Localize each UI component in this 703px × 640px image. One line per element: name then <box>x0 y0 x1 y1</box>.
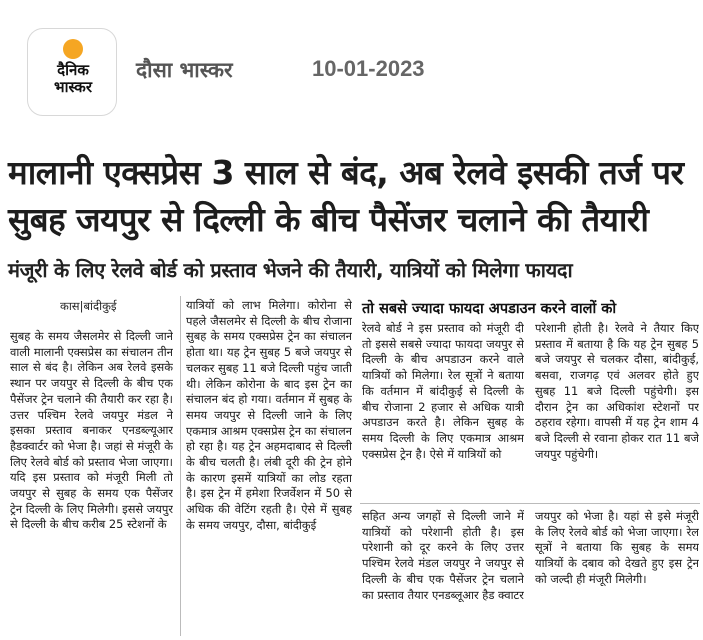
article-column-4 <box>535 321 699 501</box>
section-divider <box>360 503 700 504</box>
edition-name: दौसा भास्कर <box>136 58 233 82</box>
dateline: कास|बांदीकुई <box>60 299 117 313</box>
article-column-6 <box>535 509 699 634</box>
article-column-1 <box>10 329 173 634</box>
subheadline: मंजूरी के लिए रेलवे बोर्ड को प्रस्ताव भेजने की तैयारी, यात्रियों को मिलेगा फायदा <box>8 258 573 282</box>
dainik-bhaskar-logo[interactable] <box>27 28 117 116</box>
column-6-text: जयपुर को भेजा है। यहां से इसे मंजूरी के लिए रेलवे बोर्ड को भेजा जाएगा। रेल सूत्रों ने बताया कि सुबह के समय यात्रियों के दबाव को देखते हुए इस ट्रेन को जल्दी ही मंजूरी मिलेगी। <box>535 509 699 586</box>
column-divider <box>180 296 181 636</box>
logo-text-line2: भास्कर <box>54 78 92 96</box>
article-column-5 <box>362 509 524 634</box>
headline-line-2: सुबह जयपुर से दिल्ली के बीच पैसेंजर चलाने की तैयारी <box>8 200 649 239</box>
column-1-text: सुबह के समय जैसलमेर से दिल्ली जाने वाली मालानी एक्सप्रेस का संचालन तीन साल से बंद है। लेकिन अब रेलवे इसके स्थान पर जयपुर से दिल्ली के बीच एक पैसेंजर ट्रेन चलाने की तैयारी कर रहा है। उत्तर पश्चिम रेलवे जयपुर मंडल ने इसका प्रस्ताव बनाकर एनडब्ल्यूआर हैडक्वार्टर को भेजा है। जहां से मंजूरी के लिए रेलवे बोर्ड को प्रस्ताव भेजा जाएगा। यदि इस प्रस्ताव को मंजूरी मिली तो जयपुर से सुबह के समय एक पैसेंजर ट्रेन दिल्ली के लिए मिलेगी। इससे जयपुर से दिल्ली के बीच करीब 25 स्टेशनों के <box>10 329 173 532</box>
headline-line-1: मालानी एक्सप्रेस 3 साल से बंद, अब रेलवे इसकी तर्ज पर <box>8 153 684 192</box>
page-header <box>0 0 703 140</box>
article-column-3 <box>362 321 524 501</box>
column-5-text: सहित अन्य जगहों से दिल्ली जाने में यात्रियों को परेशानी होती है। इस परेशानी को दूर करने के लिए उत्तर पश्चिम रेलवे मंडल जयपुर ने जयपुर से दिल्ली के बीच एक पैसेंजर ट्रेन चलाने का प्रस्ताव तैयार एनडब्लूआर हैड क्वाटर <box>362 509 524 602</box>
sun-icon <box>63 39 83 59</box>
section-heading: तो सबसे ज्यादा फायदा अपडाउन करने वालों को <box>362 301 617 317</box>
column-4-text: परेशानी होती है। रेलवे ने तैयार किए प्रस्ताव में बताया है कि यह ट्रेन सुबह 5 बजे जयपुर से चलकर दौसा, बांदीकुई, बसवा, राजगढ़ एवं अलवर होते हुए सुबह 11 बजे दिल्ली पहुंचेगी। इस दौरान ट्रेन का अधिकांश स्टेशनों पर ठहराव रहेगा। वापसी में यह ट्रेन शाम 4 बजे दिल्ली से रवाना होकर रात 11 बजे जयपुर पहुंचेगी। <box>535 321 699 461</box>
publication-date: 10-01-2023 <box>312 56 425 81</box>
column-2-text: यात्रियों को लाभ मिलेगा। कोरोना से पहले जैसलमेर से दिल्ली के बीच रोजाना सुबह के समय एक्सप्रेस ट्रेन का संचालन होता था। यह ट्रेन सुबह 5 बजे जयपुर से चलकर सुबह 11 बजे दिल्ली पहुंच जाती थी। लेकिन कोरोना के बाद इस ट्रेन का संचालन बंद हो गया। वर्तमान में सुबह के समय जयपुर से दिल्ली जाने के लिए एकमात्र आश्रम एक्सप्रेस ट्रेन का संचालन हो रहा है। यह ट्रेन अहमदाबाद से दिल्ली के बीच चलती है। लंबी दूरी की ट्रेन होने के कारण इसमें यात्रियों का लोड रहता है। इस ट्रेन में हमेशा रिजर्वेशन में 50 से अधिक की वेटिंग रहती है। ऐसे में सुबह के समय जयपुर, दौसा, बांदीकुई <box>186 298 352 532</box>
column-3-text: रेलवे बोर्ड ने इस प्रस्ताव को मंजूरी दी तो इससे सबसे ज्यादा फायदा जयपुर से दिल्ली के बीच अपडाउन करने वाले यात्रियों को मिलेगा। रेल सूत्रों ने बताया कि वर्तमान में बांदीकुई से दिल्ली के बीच रोजाना 2 हजार से अधिक यात्री अपडाउन करते है। लेकिन सुबह के समय दिल्ली के लिए एकमात्र आश्रम एक्सप्रेस ट्रेन है। ऐसे में यात्रियों को <box>362 321 524 461</box>
article-column-2 <box>186 298 352 634</box>
logo-text-line1: दैनिक <box>57 61 89 79</box>
